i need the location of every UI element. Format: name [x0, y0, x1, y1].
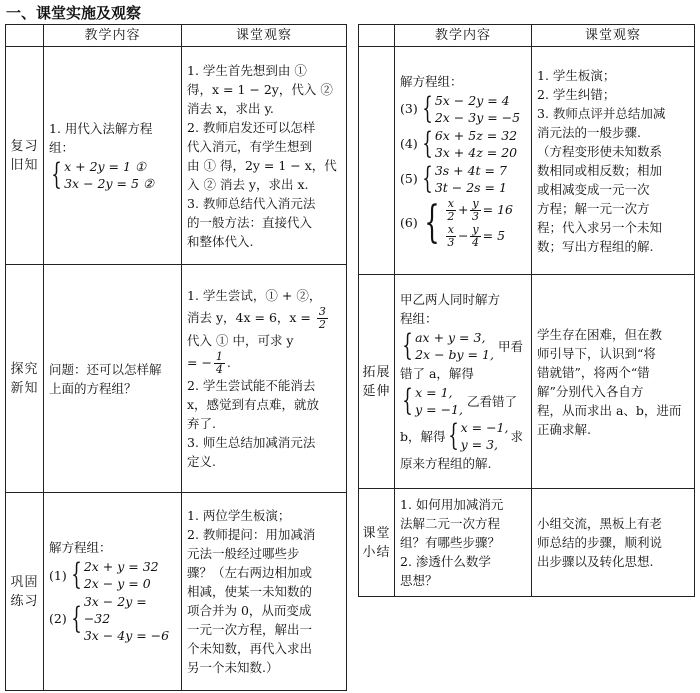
summary-content-line: 思想？	[400, 573, 438, 588]
extend-observation-line: 错就错”，将两个“错	[537, 364, 650, 380]
category-label: 巩固 练习	[10, 574, 39, 609]
extend-content: 甲乙两人同时解方 程组： { ax + y = 3, 2x − by = 1, 甲看 错了 a，解得 { x = 1, y = −1, 乙看错了 b，解得 { x = −1, y = 3, 求 原来方程组的解.	[395, 275, 532, 489]
continued-observation-line: 方程；解一元一次方	[537, 200, 650, 216]
practice-observation-line: 1. 两位学生板演；	[187, 508, 291, 523]
practice-observation-line: 个未知数，再代入求出	[187, 641, 313, 656]
summary-content-line: 组？有哪些步骤？	[400, 535, 501, 550]
review-content: 1. 用代入法解方程 组： { x + 2y = 1 ① 3x − 2y = 5 ②	[44, 47, 182, 265]
system-4: (4) { 6x + 5z = 32 3x + 4z = 20	[400, 125, 518, 161]
summary-content-line: 法解二元一次方程	[400, 516, 501, 531]
category-continued	[359, 47, 395, 275]
summary-content	[395, 489, 532, 597]
practice-system-2: (2) { 3x − 2y = −32 3x − 4y = −6	[49, 594, 170, 643]
summary-content-line: 2. 渗透什么数学	[400, 554, 491, 569]
continued-observation	[532, 47, 695, 275]
category-explore	[6, 265, 44, 493]
system-c: b，解得 { x = −1, y = 3, 求	[400, 418, 523, 453]
extend-observation-line: 正确求解.	[537, 421, 591, 437]
category-summary	[359, 489, 395, 597]
extend-observation-line: 解”分别代入各自方	[537, 383, 644, 399]
practice-observation-line: 2. 教师提问：用加减消	[187, 527, 316, 542]
continued-observation-line: 或相减变成一元一次	[537, 181, 650, 197]
right-corner-cell	[359, 25, 395, 47]
extend-observation-line: 学生存在困难，但在教	[537, 326, 663, 342]
review-observation-line: 代入消元，有学生想到	[187, 138, 313, 154]
summary-content-line: 1. 如何用加减消元	[400, 497, 504, 512]
left-header-observe: 课堂观察	[182, 25, 347, 47]
right-table	[358, 24, 695, 597]
practice-observation	[182, 493, 347, 691]
practice-observation-line: 项合并为 0，从而变成	[187, 603, 312, 618]
extend-observation	[532, 275, 695, 489]
left-header-content: 教学内容	[44, 25, 182, 47]
practice-observation-line: 另一个未知数.）	[187, 660, 279, 675]
section-heading: 一、课堂实施及观察	[6, 4, 142, 22]
practice-observation-line: 一元一次方程，解出一	[187, 622, 313, 637]
explore-observation: 1. 学生尝试，① + ②， 消去 y，4x = 6，x = $\frac{3}{2}$ 代入 ① 中，可求 y = − $\frac{1}{4}$ . 2. 学生尝试能不能消去 x，感觉到有点难，就放 弃了. 3. 师生总结加减消元法 定义.	[182, 265, 347, 493]
practice-content: 解方程组： (1) { 2x + y = 32 2x − y = 0 (2) { 3x − 2y = −32 3x − 4y = −6	[44, 493, 182, 691]
category-label: 课堂 小结	[362, 525, 391, 560]
review-observation-line: 3. 教师总结代入消元法	[187, 195, 316, 211]
continued-observation-line: 程；代入求另一个未知	[537, 219, 663, 235]
category-practice	[6, 493, 44, 691]
review-observation	[182, 47, 347, 265]
practice-observation-line: 相减，使某一未知数的	[187, 584, 313, 599]
review-observation-line: 的一般方法：直接代入	[187, 214, 313, 230]
continued-observation-line: （方程变形使未知数系	[537, 143, 663, 159]
continued-content: 解方程组： (3) { 5x − 2y = 4 2x − 3y = −5 (4) { 6x + 5z = 32 3x + 4z = 20 (5) { 3s + 4t = 7 3t − 2s = 1 (6) { $\frac{x}{2}$ + $\frac{y}{3}$ = 16 $\frac{x}{3}$ − $\frac{y}{4}$ = 5	[395, 47, 532, 275]
category-label: 拓展 延伸	[362, 364, 391, 399]
extend-observation-line: 程，从而求出 a、b，进而	[537, 402, 682, 418]
system-5: (5) { 3s + 4t = 7 3t − 2s = 1	[400, 160, 507, 196]
review-observation-line: 1. 学生首先想到由 ①	[187, 62, 307, 78]
system-b: { x = 1, y = −1, 乙看错了	[402, 383, 517, 418]
continued-observation-line: 消元法的一般步骤.	[537, 124, 641, 140]
category-label: 探究 新知	[10, 361, 39, 396]
continued-observation-line: 3. 教师点评并总结加减	[537, 105, 666, 121]
category-label: 复习 旧知	[10, 138, 39, 173]
category-extend	[359, 275, 395, 489]
summary-observation-line: 出步骤以及转化思想.	[537, 554, 654, 569]
right-header-content: 教学内容	[395, 25, 532, 47]
continued-observation-line: 2. 学生纠错；	[537, 86, 616, 102]
extend-observation-line: 师引导下，认识到“将	[537, 345, 656, 361]
summary-observation-line: 小组交流，黑板上有老	[537, 516, 663, 531]
practice-observation-line: 元法一般经过哪些步	[187, 546, 300, 561]
system-3: (3) { 5x − 2y = 4 2x − 3y = −5	[400, 90, 521, 126]
left-table	[5, 24, 347, 691]
review-observation-line: 得，x = 1 − 2y，代入 ②	[187, 81, 333, 97]
continued-observation-line: 数；写出方程组的解.	[537, 238, 654, 254]
practice-observation-line: 骤？（左右两边相加或	[187, 565, 313, 580]
review-observation-line: 入 ② 消去 y，求出 x.	[187, 176, 309, 192]
category-review	[6, 47, 44, 265]
review-observation-line: 和整体代入.	[187, 233, 254, 249]
system-a: { ax + y = 3, 2x − by = 1, 甲看	[402, 328, 523, 363]
review-observation-line: 由 ① 得，2y = 1 − x，代	[187, 157, 337, 173]
left-corner-cell	[6, 25, 44, 47]
explore-content: 问题：还可以怎样解 上面的方程组？	[44, 265, 182, 493]
fraction-three-halves: $\frac{3}{2}$	[318, 305, 326, 331]
fraction-one-quarter: $\frac{1}{4}$	[215, 350, 223, 376]
practice-system-1: (1) { 2x + y = 32 2x − y = 0	[49, 557, 159, 592]
review-observation-line: 消去 x，求出 y.	[187, 100, 274, 116]
summary-observation	[532, 489, 695, 597]
review-equation-system: { x + 2y = 1 ① 3x − 2y = 5 ②	[51, 156, 155, 192]
right-header-observe: 课堂观察	[532, 25, 695, 47]
summary-observation-line: 师总结的步骤，顺利说	[537, 535, 663, 550]
system-6: (6) { $\frac{x}{2}$ + $\frac{y}{3}$ = 16 $\frac{x}{3}$ − $\frac{y}{4}$ = 5	[400, 196, 513, 249]
continued-observation-line: 1. 学生板演；	[537, 67, 616, 83]
continued-observation-line: 数相同或相反数；相加	[537, 162, 663, 178]
review-observation-line: 2. 教师启发还可以怎样	[187, 119, 316, 135]
